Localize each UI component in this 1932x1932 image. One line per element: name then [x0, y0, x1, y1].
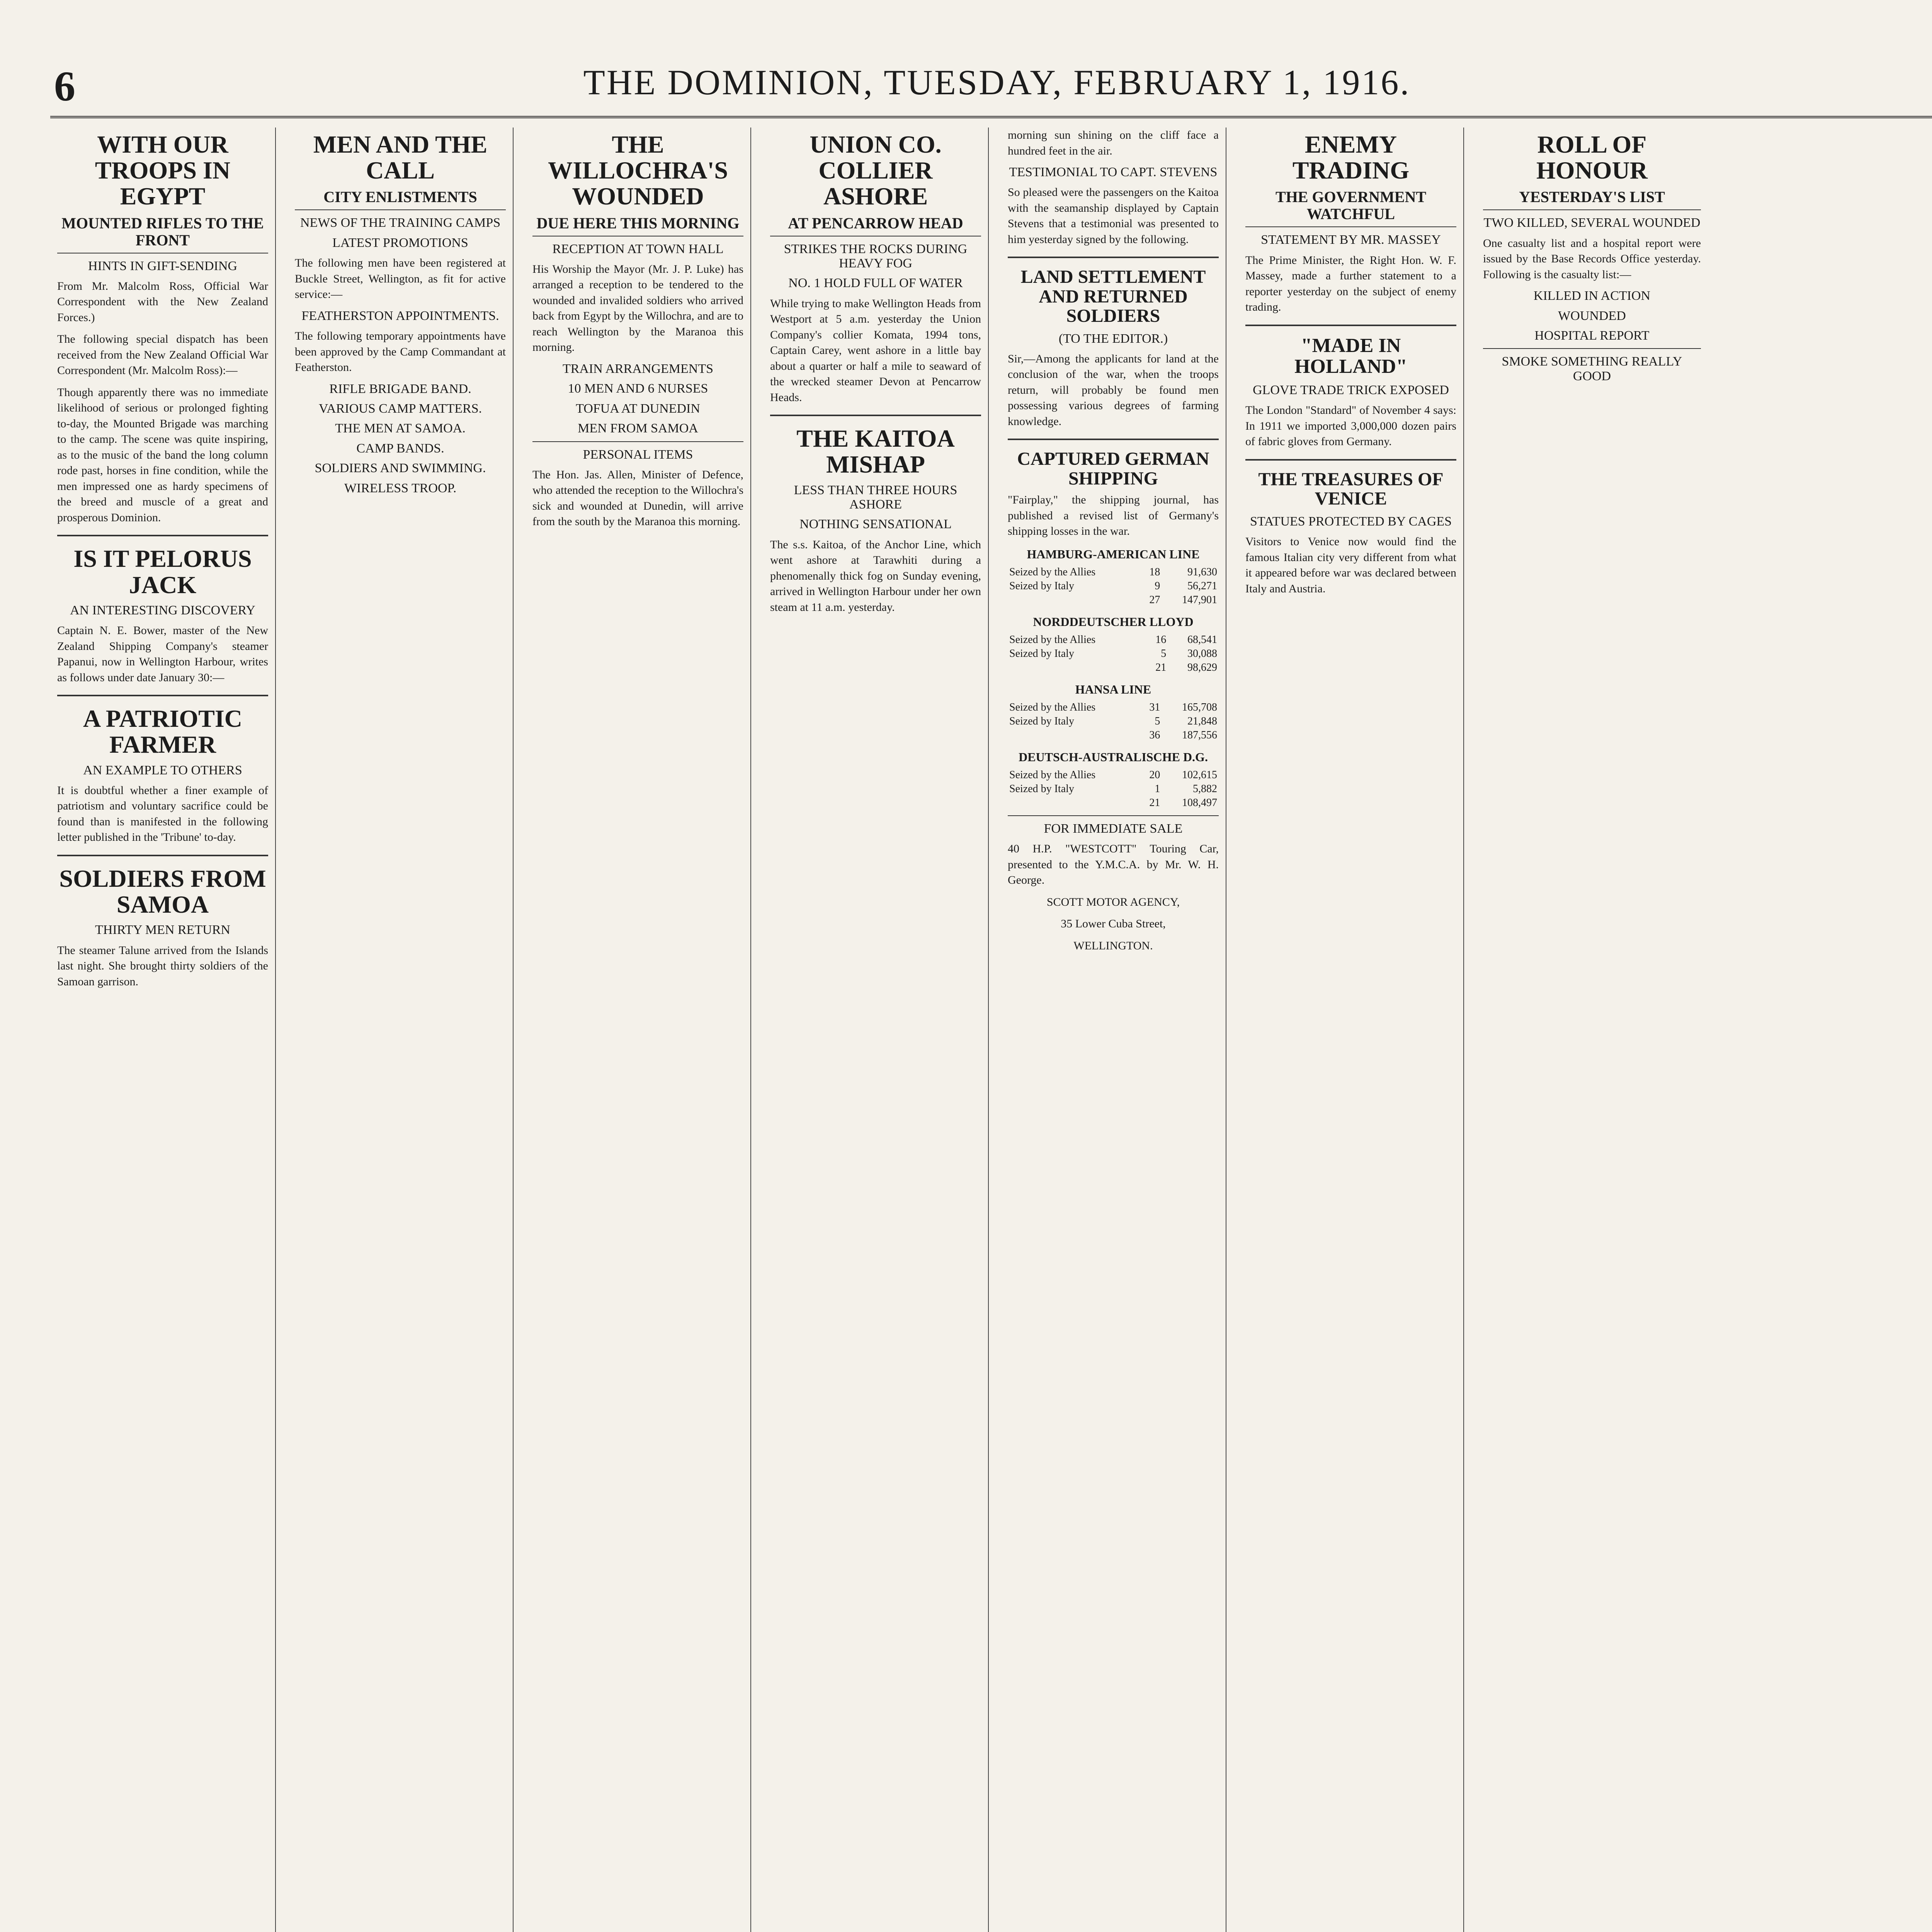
section-heading: PERSONAL ITEMS: [583, 447, 693, 462]
table-cell: [1008, 728, 1141, 742]
table-cell: 147,901: [1182, 594, 1217, 606]
ship-table: [1008, 633, 1219, 675]
table-row: [1008, 579, 1219, 593]
divider: [57, 535, 268, 536]
divider: [1245, 325, 1456, 326]
subheading-promotions: LATEST PROMOTIONS: [332, 235, 468, 250]
table-cell: Seized by the Allies: [1009, 566, 1096, 578]
section-heading: SOLDIERS AND SWIMMING.: [315, 461, 486, 476]
section-heading: MEN FROM SAMOA: [578, 421, 698, 436]
table-cell: 20: [1149, 769, 1160, 781]
subheading-hold-water: NO. 1 HOLD FULL OF WATER: [788, 276, 963, 291]
headline-german-shipping: CAPTURED GERMAN SHIPPING: [1017, 449, 1209, 489]
article-text: From Mr. Malcolm Ross, Official War Correspondent with the New Zealand Forces.): [57, 279, 268, 324]
subheading-three-hours: LESS THAN THREE HOURS ASHORE: [794, 483, 957, 512]
divider: [1008, 439, 1219, 440]
table-cell: Seized by the Allies: [1009, 633, 1096, 646]
table-cell: 16: [1155, 633, 1167, 646]
subheading-reception: RECEPTION AT TOWN HALL: [552, 242, 724, 256]
ship-table-title: NORDDEUTSCHER LLOYD: [1033, 614, 1194, 629]
article-text: The steamer Talune arrived from the Islands last night. She brought thirty soldiers of the Samoan garrison.: [57, 944, 268, 988]
masthead: [50, 58, 1932, 118]
table-cell: Seized by Italy: [1009, 580, 1074, 592]
section-heading: KILLED IN ACTION: [1533, 289, 1651, 303]
article-text: "Fairplay," the shipping journal, has published a revised list of Germany's shipping losses in the war.: [1008, 493, 1219, 538]
subheading-to-editor: (TO THE EDITOR.): [1058, 331, 1168, 346]
page-number: 6: [54, 63, 75, 110]
divider: [532, 441, 743, 442]
headline-collier-ashore: UNION CO. COLLIER ASHORE: [810, 131, 942, 210]
headline-soldiers-samoa: SOLDIERS FROM SAMOA: [59, 864, 266, 918]
article-text: The London "Standard" of November 4 says: In 1911 we imported 3,000,000 dozen pairs of fabric gloves from Germany.: [1245, 404, 1456, 448]
section-heading: FEATHERSTON APPOINTMENTS.: [301, 308, 499, 323]
table-cell: 30,088: [1187, 647, 1217, 660]
table-cell: 21: [1155, 661, 1167, 673]
headline-troops-egypt: WITH OUR TROOPS IN EGYPT: [95, 131, 231, 210]
table-row: [1008, 728, 1219, 742]
table-cell: 1: [1155, 782, 1160, 795]
subheading-gift-sending: HINTS IN GIFT-SENDING: [88, 259, 237, 273]
subheading-pencarrow: AT PENCARROW HEAD: [770, 215, 981, 236]
divider: [57, 855, 268, 856]
section-heading: WIRELESS TROOP.: [344, 481, 457, 495]
ship-table: [1008, 701, 1219, 742]
ship-table-title: HANSA LINE: [1075, 682, 1151, 696]
table-cell: 36: [1149, 729, 1160, 741]
article-text: His Worship the Mayor (Mr. J. P. Luke) has arranged a reception to be tendered to the wounded and invalided soldiers who arrived back from Egypt by the Willochra, and are to reach Wellington by the Maranoa this morning.: [532, 262, 743, 354]
article-text: It is doubtful whether a finer example of patriotism and voluntary sacrifice could be found than is manifested in the following letter published in the 'Tribune' to-day.: [57, 784, 268, 844]
classified-firm: SCOTT MOTOR AGENCY,: [1046, 895, 1180, 908]
section-heading: CAMP BANDS.: [356, 441, 444, 456]
table-cell: Seized by Italy: [1009, 647, 1074, 660]
article-text: So pleased were the passengers on the Kaitoa with the seamanship displayed by Captain Stevens that a testimonial was presented to him yesterday signed by the following.: [1008, 186, 1219, 246]
headline-kaitoa: THE KAITOA MISHAP: [796, 425, 955, 478]
article-text: While trying to make Wellington Heads from Westport at 5 a.m. yesterday the Union Company's collier Komata, 1994 tons, Captain Carey, went ashore in a little bay about a quarter or half a mile to seaward of the wrecked steamer Devon at Pencarrow Heads.: [770, 297, 981, 404]
classified-heading: FOR IMMEDIATE SALE: [1044, 821, 1183, 836]
table-cell: 56,271: [1187, 580, 1217, 592]
headline-willochra: THE WILLOCHRA'S WOUNDED: [548, 131, 728, 210]
column-6: [1238, 128, 1464, 1932]
column-1: [50, 128, 276, 1932]
subheading-massey-statement: STATEMENT BY MR. MASSEY: [1261, 233, 1441, 247]
subheading-thirty-men: THIRTY MEN RETURN: [95, 923, 230, 937]
subheading-statues: STATUES PROTECTED BY CAGES: [1250, 514, 1452, 529]
subheading-strikes-rocks: STRIKES THE ROCKS DURING HEAVY FOG: [784, 242, 968, 270]
table-cell: Seized by Italy: [1009, 715, 1074, 727]
table-cell: 187,556: [1182, 729, 1217, 741]
section-heading: HOSPITAL REPORT: [1534, 328, 1650, 343]
subheading-glove-trade: GLOVE TRADE TRICK EXPOSED: [1253, 383, 1449, 397]
subheading-example: AN EXAMPLE TO OTHERS: [83, 763, 242, 777]
article-text: The Hon. Jas. Allen, Minister of Defence, who attended the reception to the Willochra's sick and wounded at Dunedin, will arrive from the south by the Maranoa this morning.: [532, 468, 743, 528]
table-cell: 5,882: [1193, 782, 1217, 795]
table-row: [1008, 661, 1219, 675]
table-cell: 31: [1149, 701, 1160, 713]
article-text: Sir,—Among the applicants for land at the conclusion of the war, when the troops return, will probably be found men possessing various degrees of farming knowledge.: [1008, 352, 1219, 428]
headline-roll-honour: ROLL OF HONOUR: [1536, 131, 1648, 184]
section-heading: TRAIN ARRANGEMENTS: [562, 361, 714, 376]
ship-table-title: DEUTSCH-AUSTRALISCHE D.G.: [1019, 750, 1208, 764]
article-text: Though apparently there was no immediate likelihood of serious or prolonged fighting to-day, the Mounted Brigade was marching to the camp. The scene was quite inspiring, as to the music of the band the long column rode past, horses in fine condition, while the men impressed one as hardy specimens of the breed and muscle of a great and prosperous Dominion.: [57, 386, 268, 524]
subheading-government-watchful: THE GOVERNMENT WATCHFUL: [1245, 189, 1456, 227]
table-row: [1008, 796, 1219, 810]
classified-address: 35 Lower Cuba Street,: [1061, 917, 1166, 930]
table-row: [1008, 593, 1219, 607]
divider: [57, 695, 268, 696]
headline-enemy-trading: ENEMY TRADING: [1292, 131, 1410, 184]
table-cell: 21: [1149, 796, 1160, 809]
section-heading: RIFLE BRIGADE BAND.: [329, 381, 471, 396]
section-heading: THE MEN AT SAMOA.: [335, 421, 466, 436]
classified-city: WELLINGTON.: [1073, 939, 1153, 952]
divider: [770, 415, 981, 416]
article-text: The following temporary appointments have been approved by the Camp Commandant at Featherston.: [295, 330, 506, 374]
headline-made-in-holland: "MADE IN HOLLAND": [1294, 334, 1407, 378]
column-5: [1001, 128, 1226, 1932]
column-2: [288, 128, 514, 1932]
column-3: [526, 128, 751, 1932]
table-row: [1008, 768, 1219, 782]
table-cell: Seized by the Allies: [1009, 701, 1096, 713]
subheading-nothing-sensational: NOTHING SENSATIONAL: [799, 517, 952, 532]
subheading-two-killed: TWO KILLED, SEVERAL WOUNDED: [1483, 216, 1701, 230]
table-cell: 18: [1149, 566, 1160, 578]
subheading-due-here: DUE HERE THIS MORNING: [532, 215, 743, 236]
table-cell: [1008, 661, 1146, 675]
advertisement-heading: SMOKE SOMETHING REALLY GOOD: [1502, 354, 1682, 383]
table-cell: 108,497: [1182, 796, 1217, 809]
ship-table-title: HAMBURG-AMERICAN LINE: [1027, 547, 1200, 561]
article-text: The s.s. Kaitoa, of the Anchor Line, which went ashore at Tarawhiti during a phenomenally thick fog on Sunday evening, arrived in Wellington Harbour under her own steam at 11 a.m. yesterday.: [770, 538, 981, 614]
table-cell: 9: [1155, 580, 1160, 592]
table-cell: Seized by the Allies: [1009, 769, 1096, 781]
subheading-mounted-rifles: MOUNTED RIFLES TO THE FRONT: [57, 215, 268, 253]
subheading-discovery: AN INTERESTING DISCOVERY: [70, 603, 255, 617]
subheading-testimonial: TESTIMONIAL TO CAPT. STEVENS: [1009, 165, 1218, 179]
column-4: [763, 128, 989, 1932]
headline-land-settlement: LAND SETTLEMENT AND RETURNED SOLDIERS: [1020, 267, 1206, 327]
headline-men-call: MEN AND THE CALL: [313, 131, 488, 184]
article-text: morning sun shining on the cliff face a hundred feet in the air.: [1008, 129, 1219, 157]
table-cell: [1008, 593, 1141, 607]
table-row: [1008, 714, 1219, 728]
table-row: [1008, 647, 1219, 661]
article-text: Captain N. E. Bower, master of the New Zealand Shipping Company's steamer Papanui, now in Wellington Harbour, writes as follows under date January 30:—: [57, 624, 268, 684]
classified-text: 40 H.P. "WESTCOTT" Touring Car, presented to the Y.M.C.A. by Mr. W. H. George.: [1008, 842, 1219, 887]
section-heading: VARIOUS CAMP MATTERS.: [318, 401, 482, 416]
table-cell: 91,630: [1187, 566, 1217, 578]
table-cell: 68,541: [1187, 633, 1217, 646]
subheading-training-camps: NEWS OF THE TRAINING CAMPS: [300, 216, 501, 230]
table-cell: 27: [1149, 594, 1160, 606]
subheading-yesterdays-list: YESTERDAY'S LIST: [1483, 189, 1701, 210]
table-row: [1008, 565, 1219, 579]
table-cell: 165,708: [1182, 701, 1217, 713]
section-heading: 10 MEN AND 6 NURSES: [568, 381, 708, 396]
ship-table: [1008, 768, 1219, 810]
subheading-city-enlistments: CITY ENLISTMENTS: [295, 189, 506, 210]
headline-pelorus-jack: IS IT PELORUS JACK: [73, 545, 252, 599]
ship-table: [1008, 565, 1219, 607]
headline-patriotic-farmer: A PATRIOTIC FARMER: [83, 705, 242, 759]
article-text: The following men have been registered at Buckle Street, Wellington, as fit for active service:—: [295, 257, 506, 301]
divider: [1008, 257, 1219, 258]
section-heading: WOUNDED: [1558, 308, 1626, 323]
headline-venice: THE TREASURES OF VENICE: [1258, 469, 1444, 509]
table-cell: 98,629: [1187, 661, 1217, 673]
divider: [1483, 348, 1701, 349]
table-cell: [1008, 796, 1141, 810]
column-7: [1476, 128, 1708, 1932]
table-cell: 5: [1161, 647, 1167, 660]
newspaper-title: THE DOMINION, TUESDAY, FEBRUARY 1, 1916.: [583, 63, 1411, 102]
divider: [1245, 459, 1456, 461]
article-text: One casualty list and a hospital report were issued by the Base Records Office yesterday. Following is the casualty list:—: [1483, 236, 1701, 281]
article-text: The following special dispatch has been received from the New Zealand Official War Correspondent (Mr. Malcolm Ross):—: [57, 333, 268, 377]
article-text: Visitors to Venice now would find the famous Italian city very different from what it appeared before war was declared between Italy and Austria.: [1245, 535, 1456, 595]
table-row: [1008, 701, 1219, 714]
table-cell: 5: [1155, 715, 1160, 727]
section-heading: TOFUA AT DUNEDIN: [576, 401, 700, 416]
columns: [50, 128, 1932, 1932]
article-text: The Prime Minister, the Right Hon. W. F. Massey, made a further statement to a reporter yesterday on the subject of enemy trading.: [1245, 253, 1456, 314]
table-row: [1008, 633, 1219, 647]
divider: [1008, 815, 1219, 816]
table-cell: 102,615: [1182, 769, 1217, 781]
table-cell: 21,848: [1187, 715, 1217, 727]
table-row: [1008, 782, 1219, 796]
table-cell: Seized by Italy: [1009, 782, 1074, 795]
